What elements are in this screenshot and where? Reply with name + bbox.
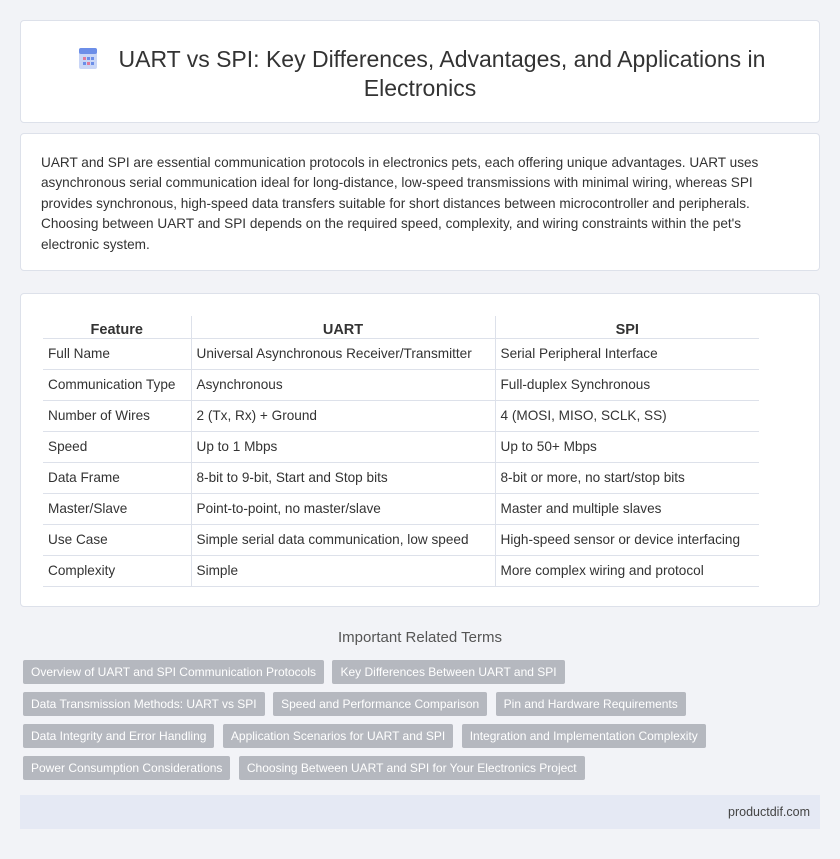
spi-cell: Up to 50+ Mbps bbox=[495, 431, 759, 462]
spi-cell: 4 (MOSI, MISO, SCLK, SS) bbox=[495, 400, 759, 431]
table-row bbox=[43, 524, 759, 555]
document-icon bbox=[75, 45, 101, 71]
related-term-tag[interactable]: Overview of UART and SPI Communication Protocols bbox=[23, 660, 324, 684]
feature-cell: Number of Wires bbox=[43, 400, 191, 431]
header-uart: UART bbox=[191, 316, 495, 338]
table-row bbox=[43, 493, 759, 524]
related-term-tag[interactable]: Integration and Implementation Complexity bbox=[462, 724, 706, 748]
page-title bbox=[61, 45, 779, 103]
related-term-tag[interactable]: Speed and Performance Comparison bbox=[273, 692, 487, 716]
uart-cell: Point-to-point, no master/slave bbox=[191, 493, 495, 524]
feature-cell: Data Frame bbox=[43, 462, 191, 493]
related-terms-heading: Important Related Terms bbox=[338, 629, 502, 646]
spi-cell: High-speed sensor or device interfacing bbox=[495, 524, 759, 555]
uart-cell: Simple bbox=[191, 555, 495, 586]
table-row bbox=[43, 431, 759, 462]
intro-paragraph: UART and SPI are essential communication protocols in electronics pets, each offering unique advantages. UART uses asynchronous serial communication ideal for long-distance, low-speed transmissions with minimal wiring, whereas SPI provides synchronous, high-speed data transfers suitable for short distances between microcontroller and peripherals. Choosing between UART and SPI depends on the required speed, complexity, and wiring constraints within the pet's electronic system. bbox=[41, 155, 759, 252]
uart-cell: Up to 1 Mbps bbox=[191, 431, 495, 462]
feature-cell: Use Case bbox=[43, 524, 191, 555]
header-feature: Feature bbox=[43, 316, 191, 338]
related-term-tag[interactable]: Key Differences Between UART and SPI bbox=[332, 660, 564, 684]
related-term-tag[interactable]: Data Integrity and Error Handling bbox=[23, 724, 214, 748]
comparison-table bbox=[43, 316, 759, 587]
uart-cell: Universal Asynchronous Receiver/Transmitter bbox=[191, 338, 495, 369]
feature-cell: Speed bbox=[43, 431, 191, 462]
uart-cell: Simple serial data communication, low speed bbox=[191, 524, 495, 555]
page-title-text: UART vs SPI: Key Differences, Advantages, and Applications in Electronics bbox=[118, 46, 766, 101]
related-terms-list bbox=[23, 660, 803, 788]
uart-cell: 8-bit to 9-bit, Start and Stop bits bbox=[191, 462, 495, 493]
related-term-tag[interactable]: Pin and Hardware Requirements bbox=[496, 692, 686, 716]
uart-cell: Asynchronous bbox=[191, 369, 495, 400]
table-row bbox=[43, 462, 759, 493]
related-term-tag[interactable]: Application Scenarios for UART and SPI bbox=[223, 724, 453, 748]
spi-cell: Master and multiple slaves bbox=[495, 493, 759, 524]
spi-cell: More complex wiring and protocol bbox=[495, 555, 759, 586]
related-term-tag[interactable]: Data Transmission Methods: UART vs SPI bbox=[23, 692, 265, 716]
header-spi: SPI bbox=[495, 316, 759, 338]
footer-site-link[interactable]: productdif.com bbox=[728, 805, 810, 819]
table-row bbox=[43, 369, 759, 400]
spi-cell: Full-duplex Synchronous bbox=[495, 369, 759, 400]
uart-cell: 2 (Tx, Rx) + Ground bbox=[191, 400, 495, 431]
table-row bbox=[43, 400, 759, 431]
feature-cell: Master/Slave bbox=[43, 493, 191, 524]
related-term-tag[interactable]: Power Consumption Considerations bbox=[23, 756, 230, 780]
footer bbox=[20, 795, 820, 829]
table-row bbox=[43, 555, 759, 586]
feature-cell: Complexity bbox=[43, 555, 191, 586]
table-card bbox=[20, 293, 820, 607]
spi-cell: 8-bit or more, no start/stop bits bbox=[495, 462, 759, 493]
spi-cell: Serial Peripheral Interface bbox=[495, 338, 759, 369]
feature-cell: Communication Type bbox=[43, 369, 191, 400]
title-card bbox=[20, 20, 820, 123]
table-row bbox=[43, 338, 759, 369]
intro-card bbox=[20, 133, 820, 271]
related-term-tag[interactable]: Choosing Between UART and SPI for Your Electronics Project bbox=[239, 756, 585, 780]
table-header-row bbox=[43, 316, 759, 338]
feature-cell: Full Name bbox=[43, 338, 191, 369]
